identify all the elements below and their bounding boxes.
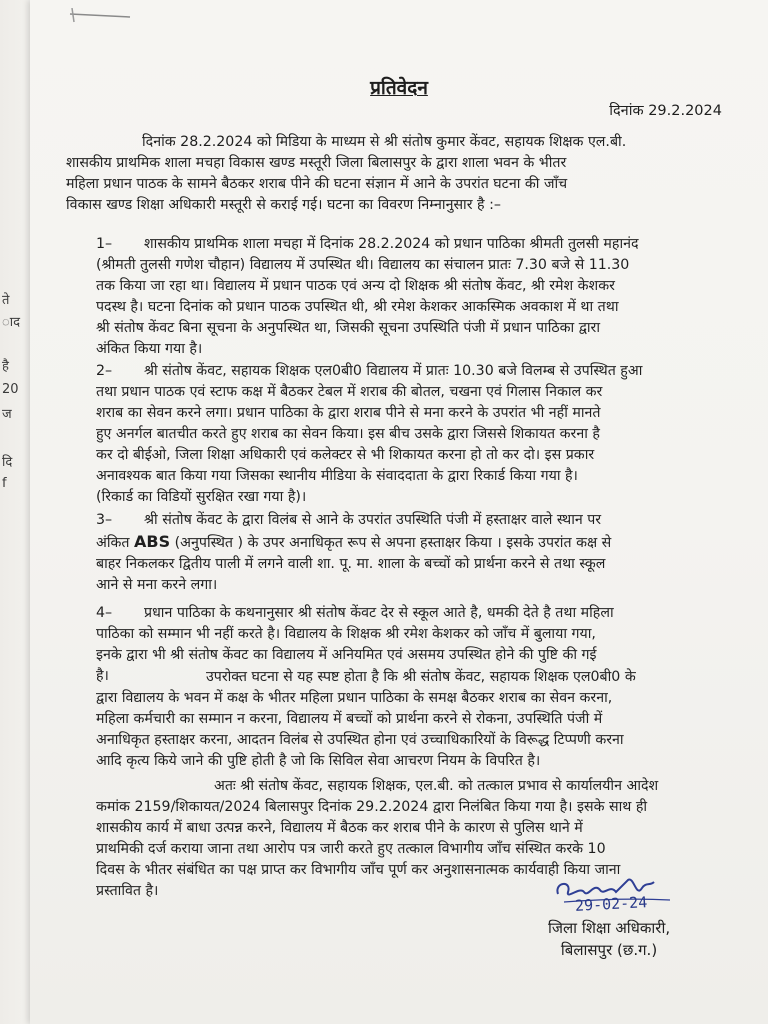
text-line: श्री संतोष केंवट बिना सूचना के अनुपस्थित था, जिसकी सूचना उपस्थिति पंजी में प्रधान पाठिका द्वारा [96, 320, 601, 336]
text-line: (श्रीमती तुलसी गणेश चौहान) विद्यालय में उपस्थित थी। विद्यालय का संचालन प्रातः 7.30 बजे से 11.30 [96, 257, 630, 273]
text-line: पाठिका को सम्मान भी नहीं करते है। विद्यालय के शिक्षक श्री रमेश केशकर को जाँच में बुलाया गया, [96, 626, 596, 642]
text-line: अतः श्री संतोष केंवट, सहायक शिक्षक, एल.बी. को तत्काल प्रभाव से कार्यालयीन आदेश [214, 778, 659, 794]
text-fragment: अंकित [96, 535, 135, 551]
text-fragment: (अनुपस्थित ) के उपर अनाधिकृत रूप से अपना हस्ताक्षर किया । इसके उपरांत कक्ष से [170, 535, 612, 551]
text-line: शासकीय प्राथमिक शाला मचहा में दिनांक 28.2.2024 को प्रधान पाठिका श्रीमती तुलसी महानंद [144, 236, 639, 252]
signatory-block [548, 917, 670, 961]
underlying-fragment: दि [2, 455, 13, 470]
text-line: दिवस के भीतर संबंधित का पक्ष प्राप्त कर विभागीय जाँच पूर्ण कर अनुशासनात्मक कार्यवाही किया जाना [96, 862, 621, 878]
point-number: 4– [96, 605, 113, 621]
text-line: दिनांक 28.2.2024 को मिडिया के माध्यम से श्री संतोष कुमार केंवट, सहायक शिक्षक एल.बी. [142, 134, 627, 150]
text-line: (रिकार्ड का विडियों सुरक्षित रखा गया है)। [96, 489, 307, 505]
text-line: हुए अनर्गल बातचीत करते हुए शराब का सेवन किया। इस बीच उसके द्वारा जिससे शिकायत करना है [96, 426, 600, 442]
text-line: प्रधान पाठिका के कथनानुसार श्री संतोष केंवट देर से स्कूल आते है, धमकी देते है तथा महिला [144, 605, 614, 621]
text-line: श्री संतोष केंवट, सहायक शिक्षक एल0बी0 विद्यालय में प्रातः 10.30 बजे विलम्ब से उपस्थित हुआ [144, 363, 643, 379]
text-line: पदस्थ है। घटना दिनांक को प्रधान पाठक उपस्थित थी, श्री रमेश केशकर आकस्मिक अवकाश में था तथा [96, 299, 619, 315]
point-number: 2– [96, 363, 113, 379]
text-line: श्री संतोष केंवट के द्वारा विलंब से आने के उपरांत उपस्थिति पंजी में हस्ताक्षर वाले स्थान पर [144, 512, 602, 528]
text-line: कमांक 2159/शिकायत/2024 बिलासपुर दिनांक 29.2.2024 द्वारा निलंबित किया गया है। इसके साथ ही [96, 799, 648, 815]
text-line: अंकित किया गया है। [96, 341, 203, 357]
text-line: अनावश्यक बात किया गया जिसका स्थानीय मीडिया के संवाददाता के द्वारा रिकार्ड किया गया है। [96, 468, 578, 484]
text-line: तथा प्रधान पाठक एवं स्टाफ कक्ष में बैठकर टेबल में शराब की बोतल, चखना एवं गिलास निकाल कर [96, 384, 603, 400]
intro-paragraph [66, 132, 734, 216]
underlying-fragment: ते [2, 293, 10, 308]
underlying-fragment: है [2, 359, 9, 374]
point-1-paragraph [96, 234, 736, 360]
point-number: 3– [96, 512, 113, 528]
underlying-fragment: ाद [2, 315, 20, 330]
text-line: महिला कर्मचारी का सम्मान न करना, विद्यालय में बच्चों को प्रार्थना करने से रोकना, उपस्थिति पंजी में [96, 711, 603, 727]
text-line: शासकीय कार्य में बाधा उत्पन्न करने, विद्यालय में बैठक कर शराब पीने के कारण से पुलिस थाने में [96, 820, 583, 836]
document-title: प्रतिवेदन [370, 77, 428, 99]
text-line: महिला प्रधान पाठक के सामने बैठकर शराब पीने की घटना संज्ञान में आने के उपरांत घटना की जाँच [66, 176, 568, 192]
text-line: आदि कृत्य किये जाने की पुष्टि होती है जो कि सिविल सेवा आचरण नियम के विपरित है। [96, 753, 541, 769]
point-3-paragraph [96, 510, 736, 596]
text-line: विकास खण्ड शिक्षा अधिकारी मस्तूरी से कराई गई। घटना का विवरण निम्नानुसार है :– [66, 197, 501, 213]
conclusion-paragraph [96, 667, 736, 772]
point-2-paragraph [96, 361, 736, 508]
staple-mark [68, 8, 132, 24]
text-line: प्राथमिकी दर्ज कराया जाना तथा आरोप पत्र जारी करते हुए तत्काल विभागीय जाँच संस्थित करके 10 [96, 841, 606, 857]
text-line: बाहर निकलकर द्वितीय पाली में लगने वाली शा. पू. मा. शाला के बच्चों को प्रार्थना करने से तथा स्कूल [96, 556, 606, 572]
abs-mark: ABS [134, 532, 171, 551]
text-line: शासकीय प्राथमिक शाला मचहा विकास खण्ड मस्तूरी जिला बिलासपुर के द्वारा शाला भवन के भीतर [66, 155, 567, 171]
officer-title: जिला शिक्षा अधिकारी, [548, 919, 671, 937]
text-line: अनाधिकृत हस्ताक्षर करना, आदतन विलंब से उपस्थित होना एवं उच्चाधिकारियों के विरूद्ध टिप्पणी करना [96, 732, 624, 748]
text-line: शराब का सेवन करने लगा। प्रधान पाठिका के द्वारा शराब पीने से मना करने के उपरांत भी नहीं मानते [96, 405, 601, 421]
signature-date: 29-02-24 [574, 893, 648, 915]
text-line: द्वारा विद्यालय के भवन में कक्ष के भीतर महिला प्रधान पाठिका के समक्ष बैठकर शराब का सेवन करना, [96, 690, 613, 706]
text-line: प्रस्तावित है। [96, 883, 159, 899]
text-line: है। [96, 668, 109, 684]
text-line: आने से मना करने लगा। [96, 577, 218, 593]
text-line: कर दो बीईओ, जिला शिक्षा अधिकारी एवं कलेक्टर से भी शिकायत करना हो तो कर दो। इस प्रकार [96, 447, 595, 463]
text-line: इनके द्वारा भी श्री संतोष केंवट का विद्यालय में अनियमित एवं असमय उपस्थित होने की पुष्टि की गई [96, 647, 597, 663]
underlying-fragment: 20 [2, 382, 19, 397]
point-number: 1– [96, 236, 113, 252]
text-line: तक किया जा रहा था। विद्यालय में प्रधान पाठक एवं अन्य दो शिक्षक श्री संतोष केंवट, श्री रमेश केशकर [96, 278, 615, 294]
underlying-fragment: f [2, 476, 7, 491]
text-line: उपरोक्त घटना से यह स्पष्ट होता है कि श्री संतोष केंवट, सहायक शिक्षक एल0बी0 के [206, 669, 636, 685]
underlying-fragment: ज [2, 407, 12, 422]
document-date: दिनांक 29.2.2024 [609, 103, 722, 119]
document-page [30, 0, 768, 1024]
officer-place: बिलासपुर (छ.ग.) [560, 941, 658, 959]
